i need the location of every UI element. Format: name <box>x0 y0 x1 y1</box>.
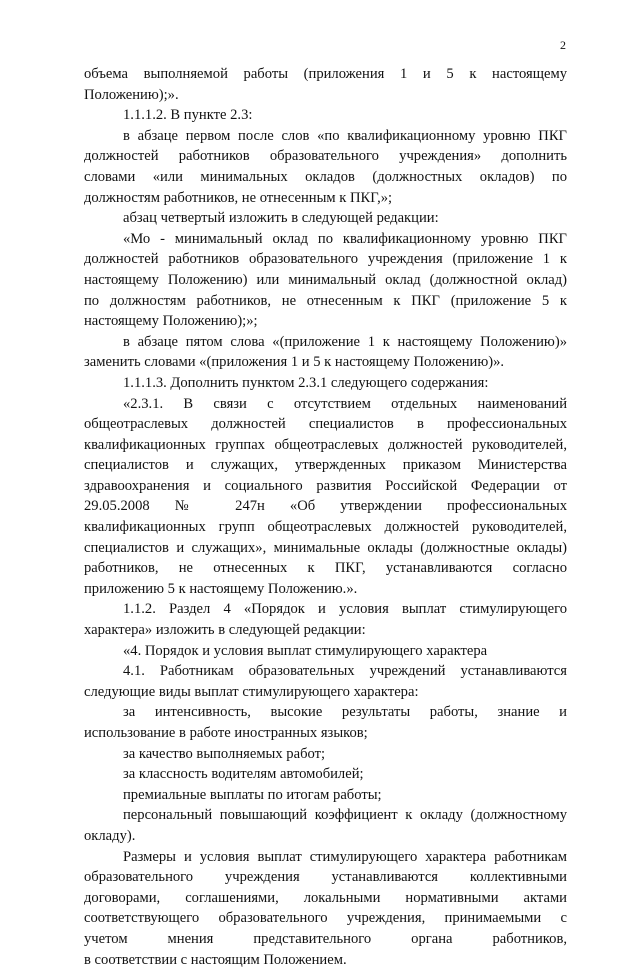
text-line: за качество выполняемых работ; <box>123 745 326 762</box>
page-number: 2 <box>560 38 566 52</box>
text-line: в соответствии с настоящим Положением. <box>84 951 347 968</box>
text-line: в абзаце первом после слов «по квалификационному уровню ПКГ <box>123 127 567 144</box>
text-line: соответствующего образовательного учреждения, принимаемыми с <box>84 910 567 927</box>
text-line: настоящему Положению);»; <box>84 313 258 330</box>
text-line: специалистов и служащих», минимальные оклады (должностные оклады) <box>84 539 567 556</box>
text-line: в абзаце пятом слова «(приложение 1 к настоящему Положению)» <box>123 333 567 350</box>
text-line: образовательного учреждения устанавливаются коллективными <box>84 869 567 886</box>
text-line: приложению 5 к настоящему Положению.». <box>84 580 358 597</box>
text-line: 1.1.1.2. В пункте 2.3: <box>123 107 253 124</box>
text-line: квалификационных группах общеотраслевых должностей руководителей, <box>84 436 567 453</box>
text-line: словами «или минимальных окладов (должностных окладов) по <box>84 168 567 185</box>
text-line: следующие виды выплат стимулирующего характера: <box>84 683 419 700</box>
text-line: Размеры и условия выплат стимулирующего характера работникам <box>123 848 567 865</box>
text-line: по должностям работников, не отнесенным к ПКГ (приложение 5 к <box>84 292 567 309</box>
text-line: учетом мнения представительного органа работников, <box>84 930 567 947</box>
text-line: здравоохранения и социального развития Российской Федерации от <box>84 477 567 494</box>
text-line: специалистов и служащих, утвержденных приказом Министерства <box>84 457 567 474</box>
text-line: характера» изложить в следующей редакции: <box>84 622 366 639</box>
text-line: за интенсивность, высокие результаты работы, знание и <box>123 704 567 721</box>
text-line: объема выполняемой работы (приложения 1 и 5 к настоящему <box>84 66 567 82</box>
text-line: договорами, соглашениями, локальными нормативными актами <box>84 889 567 906</box>
text-line: общеотраслевых должностей специалистов в профессиональных <box>84 416 567 433</box>
text-line: персональный повышающий коэффициент к окладу (должностному <box>123 807 567 824</box>
text-line: премиальные выплаты по итогам работы; <box>123 786 382 803</box>
text-line: должностей работников образовательного учреждения» дополнить <box>84 148 567 165</box>
text-line: должностей работников образовательного учреждения (приложение 1 к <box>84 251 567 268</box>
text-line: за классность водителям автомобилей; <box>123 766 364 783</box>
text-line: 29.05.2008 № 247н «Об утверждении профессиональных <box>84 498 567 515</box>
text-line: 1.1.2. Раздел 4 «Порядок и условия выплат стимулирующего <box>123 601 567 618</box>
text-line: использование в работе иностранных языков; <box>84 725 368 741</box>
text-line: настоящему Положению) или минимальный оклад (должностной оклад) <box>84 271 567 288</box>
text-line: должностям работников, не отнесенным к ПКГ,»; <box>84 189 393 206</box>
text-line: абзац четвертый изложить в следующей редакции: <box>123 210 439 227</box>
text-line: «4. Порядок и условия выплат стимулирующего характера <box>123 642 488 659</box>
document-body <box>84 64 567 970</box>
text-line: «2.3.1. В связи с отсутствием отдельных наименований <box>123 395 567 412</box>
text-line: работников, не отнесенных к ПКГ, устанавливаются согласно <box>84 560 567 577</box>
text-line: 1.1.1.3. Дополнить пунктом 2.3.1 следующего содержания: <box>123 374 489 391</box>
text-line: Положению);». <box>84 86 179 103</box>
text-line: заменить словами «(приложения 1 и 5 к настоящему Положению)». <box>84 354 505 371</box>
text-line: квалификационных групп общеотраслевых должностей руководителей, <box>84 519 567 536</box>
text-line: окладу). <box>84 827 136 844</box>
text-line: «Мо - минимальный оклад по квалификационному уровню ПКГ <box>123 230 567 247</box>
text-line: 4.1. Работникам образовательных учреждений устанавливаются <box>123 663 567 680</box>
